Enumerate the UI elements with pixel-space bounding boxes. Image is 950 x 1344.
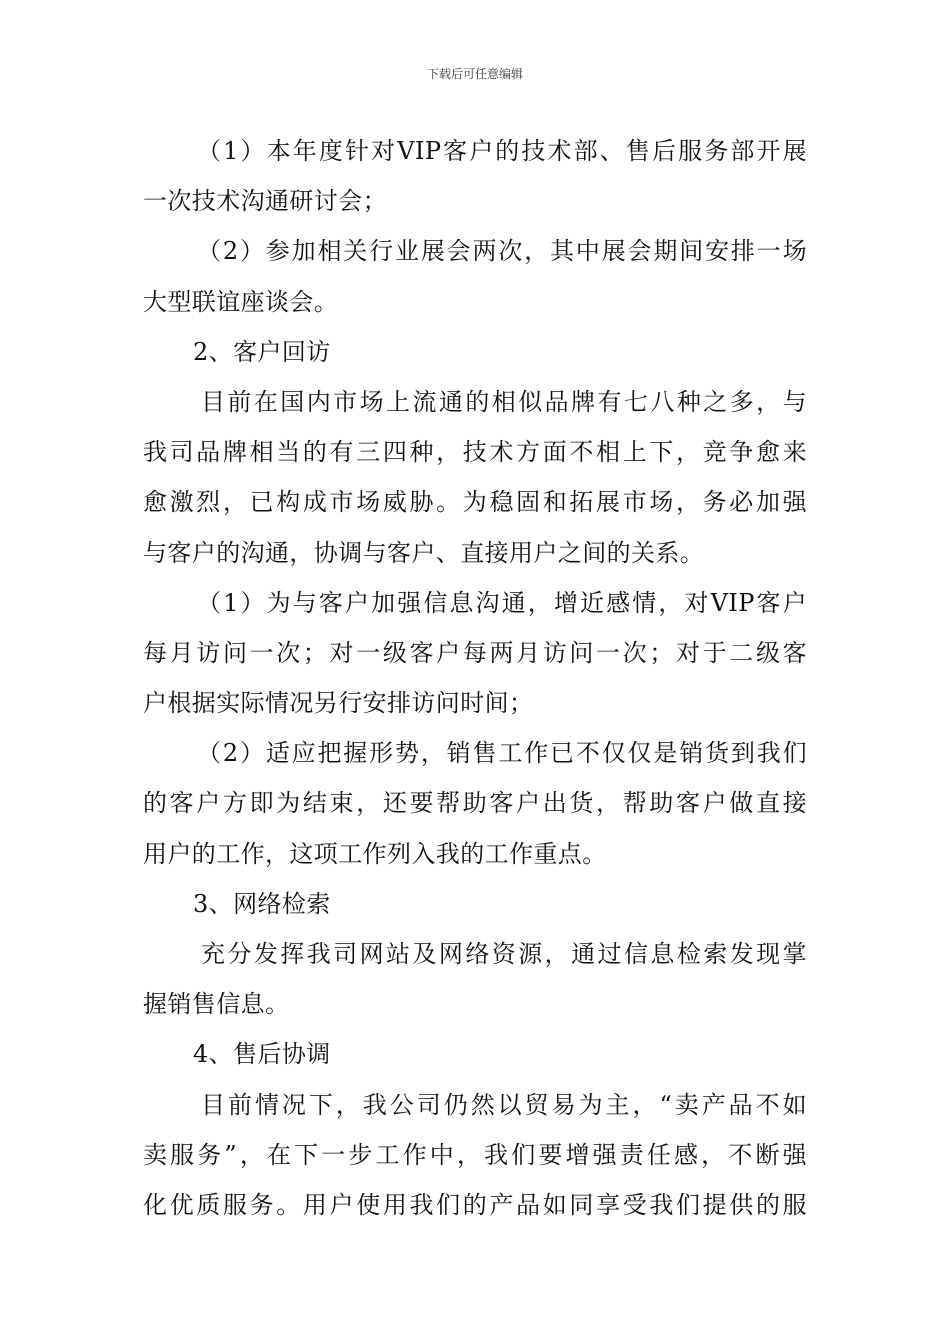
- section-heading-after-sales: 4、售后协调: [193, 1040, 331, 1069]
- paragraph-line: 目前在国内市场上流通的相似品牌有七八种之多，与: [201, 387, 807, 416]
- paragraph-line: 愈激烈，已构成市场威胁。为稳固和拓展市场，务必加强: [143, 488, 807, 517]
- section-heading-customer-visit: 2、客户回访: [193, 337, 331, 366]
- section-heading-network-search: 3、网络检索: [193, 889, 331, 918]
- paragraph-line: （1）为与客户加强信息沟通，增近感情，对VIP客户: [197, 588, 807, 617]
- paragraph-line: 一次技术沟通研讨会；: [143, 187, 387, 216]
- paragraph-line: （2）参加相关行业展会两次，其中展会期间安排一场: [197, 237, 807, 266]
- paragraph-line: 充分发挥我司网站及网络资源，通过信息检索发现掌: [201, 940, 807, 968]
- paragraph-line: （2）适应把握形势，销售工作已不仅仅是销货到我们: [197, 739, 807, 768]
- paragraph-line: 户根据实际情况另行安排访问时间；: [143, 689, 534, 718]
- paragraph-line: 握销售信息。: [143, 990, 290, 1019]
- paragraph-line: 每月访问一次；对一级客户每两月访问一次；对于二级客: [143, 638, 807, 667]
- paragraph-line: 的客户方即为结束，还要帮助客户出货，帮助客户做直接: [143, 789, 807, 818]
- paragraph-line: 目前情况下，我公司仍然以贸易为主，“卖产品不如: [201, 1090, 807, 1119]
- paragraph-line: （1）本年度针对VIP客户的技术部、售后服务部开展: [197, 137, 807, 165]
- paragraph-line: 用户的工作，这项工作列入我的工作重点。: [143, 839, 607, 868]
- paragraph-line: 大型联谊座谈会。: [143, 287, 339, 316]
- paragraph-line: 我司品牌相当的有三四种，技术方面不相上下，竞争愈来: [143, 438, 807, 467]
- paragraph-line: 化优质服务。用户使用我们的产品如同享受我们提供的服: [143, 1190, 807, 1219]
- paragraph-line: 与客户的沟通，协调与客户、直接用户之间的关系。: [143, 538, 705, 567]
- page-header: 下载后可任意编辑: [426, 67, 523, 81]
- paragraph-line: 卖服务”，在下一步工作中，我们要增强责任感，不断强: [143, 1140, 807, 1169]
- document-body: [143, 126, 807, 1230]
